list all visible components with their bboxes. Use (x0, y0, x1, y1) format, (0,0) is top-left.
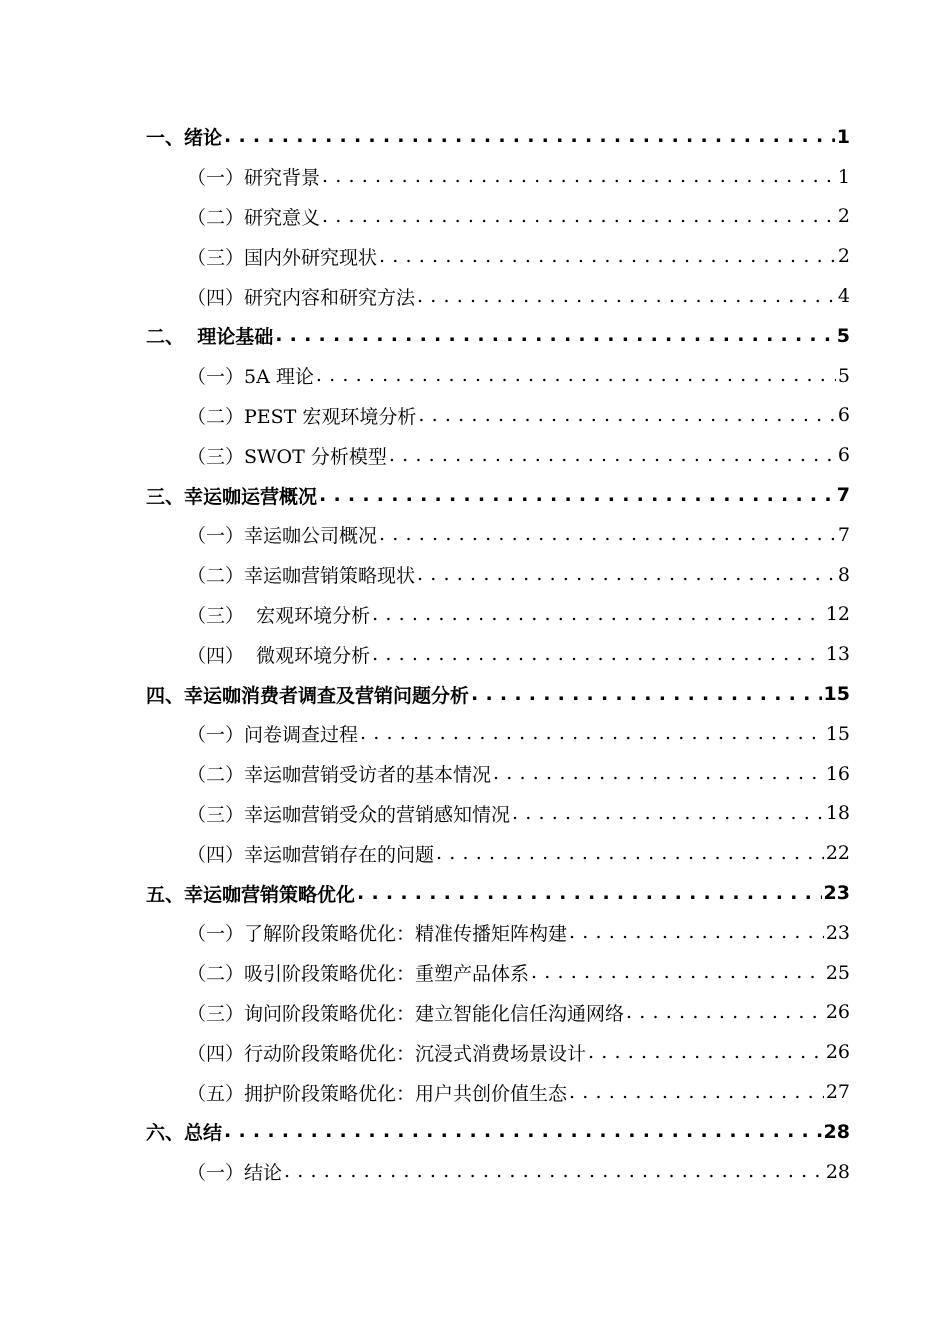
toc-page-number: 23 (823, 882, 850, 905)
toc-dot-leader (417, 287, 836, 306)
toc-dot-leader (224, 1122, 822, 1141)
toc-dot-leader (322, 167, 836, 186)
toc-dot-leader (372, 645, 824, 664)
toc-page-number: 16 (825, 762, 850, 785)
toc-dot-leader (418, 406, 836, 425)
toc-dot-leader (360, 724, 824, 743)
toc-entry[interactable] (146, 953, 850, 993)
toc-page-number: 5 (837, 364, 850, 387)
toc-entry-title: 六、总结 (146, 1122, 223, 1145)
toc-page-number: 13 (825, 643, 850, 666)
toc-entry-title: （一）了解阶段策略优化：精准传播矩阵构建 (187, 923, 568, 946)
toc-dot-leader (322, 207, 836, 226)
toc-entry-title: （四）行动阶段策略优化：沉浸式消费场景设计 (187, 1042, 587, 1065)
toc-entry-title: （三）幸运咖营销受众的营销感知情况 (187, 803, 511, 826)
toc-dot-leader (569, 923, 824, 942)
toc-dot-leader (316, 366, 836, 385)
toc-page-number: 26 (825, 1001, 850, 1024)
toc-page-number: 28 (825, 1160, 850, 1183)
toc-entry-title: 五、幸运咖营销策略优化 (146, 883, 356, 906)
toc-entry[interactable] (146, 634, 850, 674)
toc-page-number: 7 (837, 523, 850, 546)
toc-entry[interactable] (146, 913, 850, 953)
toc-page-number: 25 (825, 961, 850, 984)
toc-entry-title: （四）幸运咖营销存在的问题 (187, 843, 435, 866)
toc-entry-title: （一）研究背景 (187, 167, 321, 190)
toc-dot-leader (275, 326, 835, 345)
toc-entry[interactable] (146, 674, 850, 714)
toc-entry[interactable] (146, 197, 850, 237)
toc-dot-leader (372, 605, 824, 624)
toc-page-number: 1 (836, 125, 850, 148)
toc-entry-title: （二）PEST 宏观环境分析 (187, 405, 417, 428)
toc-dot-leader (417, 565, 836, 584)
toc-dot-leader (319, 486, 835, 505)
toc-page-number: 12 (825, 603, 850, 626)
toc-entry[interactable] (146, 276, 850, 316)
toc-entry[interactable] (146, 435, 850, 475)
toc-entry[interactable] (146, 396, 850, 436)
toc-page-number: 27 (825, 1081, 850, 1104)
toc-page-number: 1 (837, 165, 850, 188)
toc-entry[interactable] (146, 595, 850, 635)
toc-page-number: 28 (823, 1120, 850, 1143)
toc-page-number: 6 (837, 444, 850, 467)
toc-page-number: 5 (836, 324, 850, 347)
toc-entry-title: 三、幸运咖运营概况 (146, 485, 318, 508)
toc-dot-leader (284, 1162, 824, 1181)
toc-entry-title: （三）国内外研究现状 (187, 246, 378, 269)
toc-dot-leader (569, 1083, 824, 1102)
toc-entry-title: （一）问卷调查过程 (187, 724, 359, 747)
toc-dot-leader (436, 844, 824, 863)
toc-page-number: 6 (837, 404, 850, 427)
toc-entry-title: （五）拥护阶段策略优化：用户共创价值生态 (187, 1082, 568, 1105)
toc-dot-leader (379, 247, 836, 266)
toc-entry[interactable] (146, 993, 850, 1033)
toc-entry[interactable] (146, 316, 850, 356)
toc-entry-title: （一）幸运咖公司概况 (187, 525, 378, 548)
toc-entry-title: 二、 理论基础 (146, 326, 274, 349)
toc-page-number: 15 (825, 722, 850, 745)
toc-page-number: 23 (825, 921, 850, 944)
toc-page-number: 15 (823, 683, 850, 706)
toc-entry[interactable] (146, 1152, 850, 1192)
toc-entry-title: 四、幸运咖消费者调查及营销问题分析 (146, 684, 470, 707)
toc-entry-title: （二）研究意义 (187, 206, 321, 229)
toc-dot-leader (389, 446, 836, 465)
toc-entry[interactable] (146, 475, 850, 515)
toc-page-number: 26 (825, 1041, 850, 1064)
toc-entry-title: （四）研究内容和研究方法 (187, 286, 416, 309)
toc-entry-title: （二）幸运咖营销策略现状 (187, 565, 416, 588)
toc-entry[interactable] (146, 1112, 850, 1152)
toc-dot-leader (379, 525, 836, 544)
toc-entry[interactable] (146, 555, 850, 595)
toc-entry[interactable] (146, 117, 850, 157)
toc-entry-title: （三）询问阶段策略优化：建立智能化信任沟通网络 (187, 1002, 625, 1025)
toc-entry-title: （二）幸运咖营销受访者的基本情况 (187, 764, 492, 787)
toc-entry[interactable] (146, 754, 850, 794)
toc-dot-leader (588, 1043, 824, 1062)
toc-dot-leader (471, 685, 822, 704)
toc-page-number: 22 (825, 842, 850, 865)
toc-dot-leader (531, 963, 824, 982)
toc-entry[interactable] (146, 356, 850, 396)
toc-page-number: 8 (837, 563, 850, 586)
toc-entry-title: 一、绪论 (146, 127, 223, 150)
toc-entry[interactable] (146, 515, 850, 555)
toc-page-number: 18 (825, 802, 850, 825)
toc-entry[interactable] (146, 236, 850, 276)
toc-entry[interactable] (146, 1072, 850, 1112)
toc-dot-leader (224, 127, 835, 146)
table-of-contents (146, 117, 850, 1192)
toc-entry[interactable] (146, 833, 850, 873)
toc-entry[interactable] (146, 1032, 850, 1072)
toc-page-number: 4 (837, 285, 850, 308)
toc-page-number: 2 (837, 205, 850, 228)
toc-page-number: 2 (837, 245, 850, 268)
toc-dot-leader (357, 884, 822, 903)
toc-dot-leader (626, 1003, 824, 1022)
toc-dot-leader (493, 764, 824, 783)
toc-page-number: 7 (836, 484, 850, 507)
toc-entry-title: （一）结论 (187, 1162, 283, 1185)
toc-entry[interactable] (146, 873, 850, 913)
toc-entry-title: （四） 微观环境分析 (187, 644, 371, 667)
toc-entry[interactable] (146, 794, 850, 834)
toc-entry-title: （一）5A 理论 (187, 366, 314, 389)
toc-entry[interactable] (146, 157, 850, 197)
toc-entry[interactable] (146, 714, 850, 754)
toc-dot-leader (512, 804, 824, 823)
toc-entry-title: （三） 宏观环境分析 (187, 604, 371, 627)
toc-entry-title: （三）SWOT 分析模型 (187, 445, 387, 468)
toc-entry-title: （二）吸引阶段策略优化：重塑产品体系 (187, 963, 530, 986)
